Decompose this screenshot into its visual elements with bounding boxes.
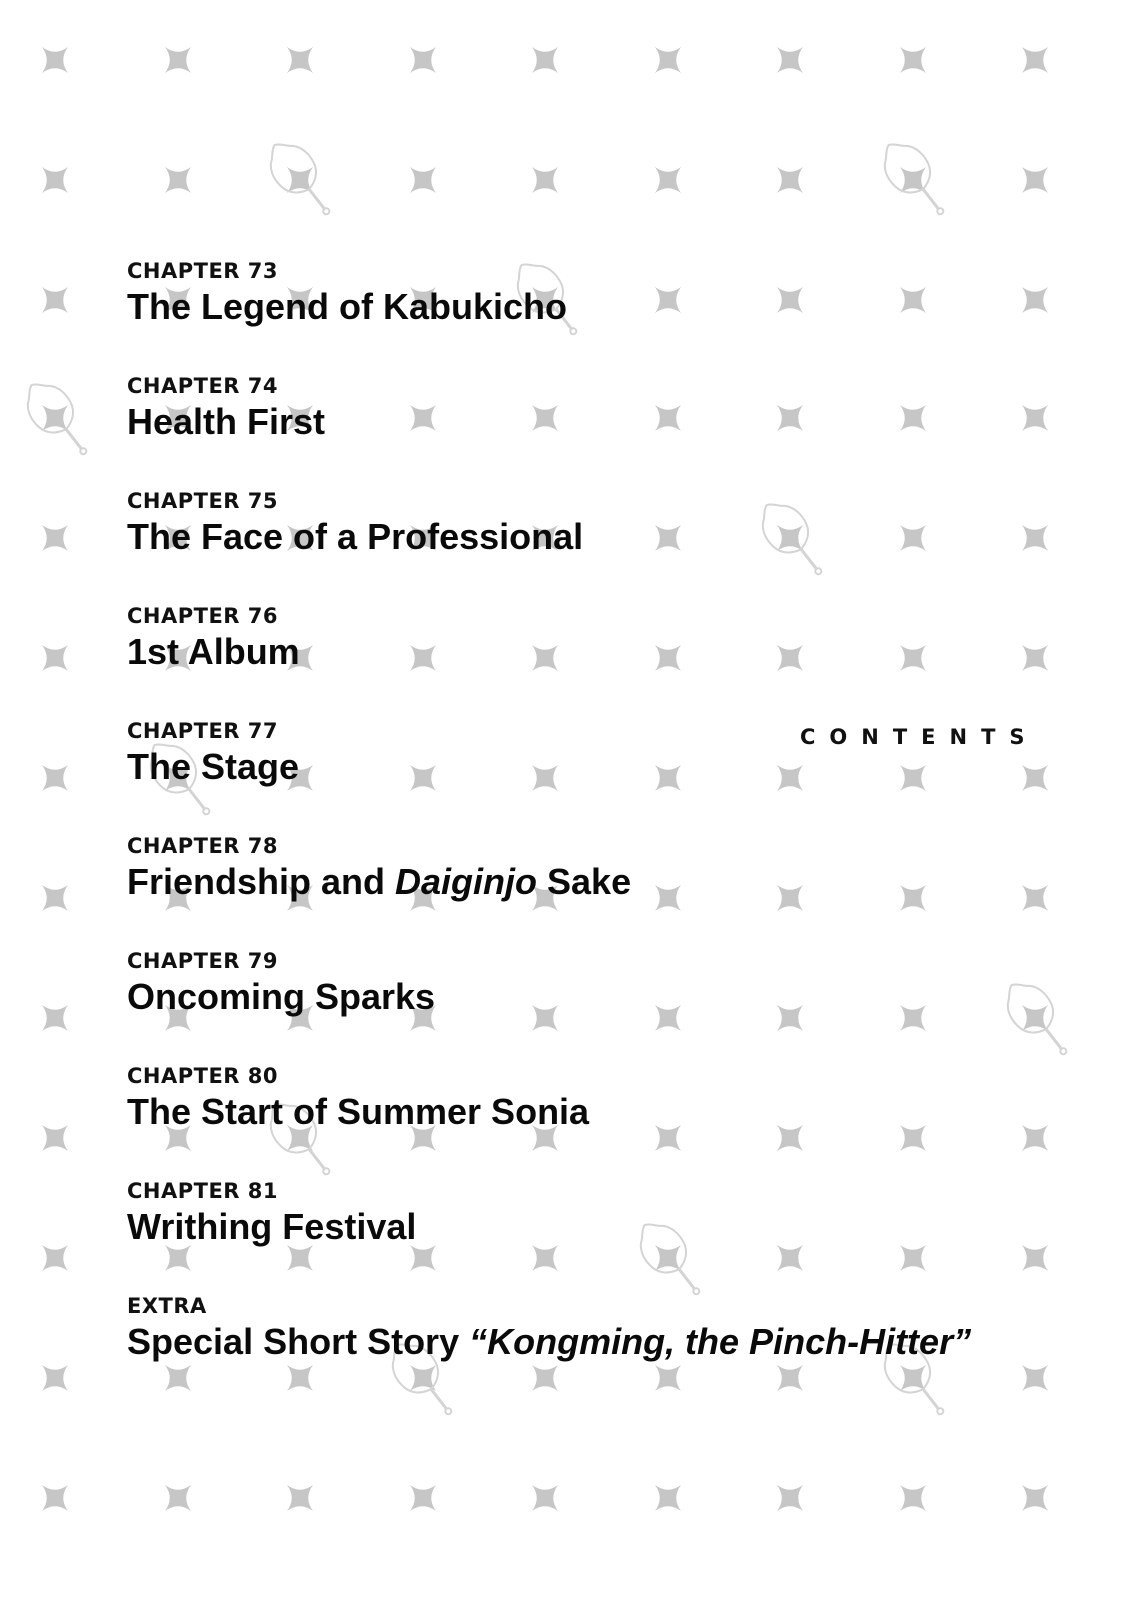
four-point-star-icon — [165, 47, 191, 73]
title-segment: The Stage — [127, 746, 300, 787]
toc-entry[interactable] — [127, 948, 971, 1063]
four-point-star-icon — [42, 525, 68, 551]
toc-entry[interactable] — [127, 1063, 971, 1178]
four-point-star-icon — [42, 287, 68, 313]
four-point-star-icon — [42, 405, 68, 431]
four-point-star-icon — [42, 885, 68, 911]
chapter-label: CHAPTER 73 — [127, 259, 279, 283]
chapter-title — [127, 1206, 971, 1248]
four-point-star-icon — [1022, 885, 1048, 911]
four-point-star-icon — [42, 47, 68, 73]
four-point-star-icon — [42, 1125, 68, 1151]
four-point-star-icon — [777, 167, 803, 193]
four-point-star-icon — [165, 1485, 191, 1511]
chapter-title — [127, 516, 971, 558]
four-point-star-icon — [1022, 1005, 1048, 1031]
four-point-star-icon — [42, 1005, 68, 1031]
four-point-star-icon — [655, 167, 681, 193]
chapter-label: CHAPTER 75 — [127, 489, 279, 513]
chapter-title — [127, 861, 971, 903]
chapter-title — [127, 631, 971, 673]
chapter-label: CHAPTER 77 — [127, 719, 279, 743]
chapter-label: CHAPTER 74 — [127, 374, 279, 398]
chapter-title — [127, 746, 971, 788]
chapter-label: CHAPTER 80 — [127, 1064, 279, 1088]
toc-entry[interactable] — [127, 603, 971, 718]
four-point-star-icon — [1022, 287, 1048, 313]
four-point-star-icon — [165, 167, 191, 193]
chapter-label: CHAPTER 79 — [127, 949, 279, 973]
four-point-star-icon — [42, 167, 68, 193]
four-point-star-icon — [42, 765, 68, 791]
four-point-star-icon — [532, 167, 558, 193]
title-italic-segment: “Kongming, the Pinch-Hitter” — [469, 1321, 972, 1362]
title-segment: The Legend of Kabukicho — [127, 286, 568, 327]
title-segment: Sake — [537, 861, 632, 902]
title-segment: The Face of a Professional — [127, 516, 584, 557]
four-point-star-icon — [777, 1485, 803, 1511]
four-point-star-icon — [1022, 1365, 1048, 1391]
title-segment: Friendship and — [127, 861, 396, 902]
four-point-star-icon — [1022, 1245, 1048, 1271]
toc-entry[interactable] — [127, 488, 971, 603]
title-segment: Oncoming Sparks — [127, 976, 436, 1017]
four-point-star-icon — [1022, 1125, 1048, 1151]
four-point-star-icon — [1022, 47, 1048, 73]
chapter-title — [127, 976, 971, 1018]
four-point-star-icon — [655, 1485, 681, 1511]
chapter-label: CHAPTER 76 — [127, 604, 279, 628]
contents-heading: CONTENTS — [800, 725, 1039, 749]
toc-entry[interactable] — [127, 373, 971, 488]
toc-entry[interactable] — [127, 258, 971, 373]
four-point-star-icon — [655, 47, 681, 73]
title-segment: Writhing Festival — [127, 1206, 417, 1247]
chapter-title — [127, 1091, 971, 1133]
toc-entry[interactable] — [127, 1178, 971, 1293]
four-point-star-icon — [1022, 405, 1048, 431]
four-point-star-icon — [1022, 645, 1048, 671]
four-point-star-icon — [42, 1245, 68, 1271]
four-point-star-icon — [532, 1485, 558, 1511]
four-point-star-icon — [1022, 765, 1048, 791]
four-point-star-icon — [287, 1485, 313, 1511]
four-point-star-icon — [410, 47, 436, 73]
four-point-star-icon — [42, 645, 68, 671]
four-point-star-icon — [900, 47, 926, 73]
toc-entry-extra[interactable] — [127, 1293, 971, 1408]
title-segment: 1st Album — [127, 631, 300, 672]
four-point-star-icon — [410, 167, 436, 193]
extra-label: EXTRA — [127, 1294, 207, 1318]
four-point-star-icon — [900, 1485, 926, 1511]
four-point-star-icon — [42, 1485, 68, 1511]
four-point-star-icon — [42, 1365, 68, 1391]
title-italic-segment: Daiginjo — [395, 861, 538, 902]
four-point-star-icon — [1022, 1485, 1048, 1511]
four-point-star-icon — [532, 47, 558, 73]
title-segment: Special Short Story — [127, 1321, 470, 1362]
chapter-title — [127, 401, 971, 443]
chapter-title — [127, 286, 971, 328]
title-segment: Health First — [127, 401, 326, 442]
four-point-star-icon — [1022, 167, 1048, 193]
four-point-star-icon — [410, 1485, 436, 1511]
title-segment: The Start of Summer Sonia — [127, 1091, 590, 1132]
chapter-label: CHAPTER 78 — [127, 834, 279, 858]
extra-title — [127, 1321, 971, 1363]
four-point-star-icon — [287, 47, 313, 73]
toc-entry[interactable] — [127, 833, 971, 948]
four-point-star-icon — [1022, 525, 1048, 551]
chapter-label: CHAPTER 81 — [127, 1179, 279, 1203]
four-point-star-icon — [777, 47, 803, 73]
table-of-contents — [127, 258, 971, 1408]
